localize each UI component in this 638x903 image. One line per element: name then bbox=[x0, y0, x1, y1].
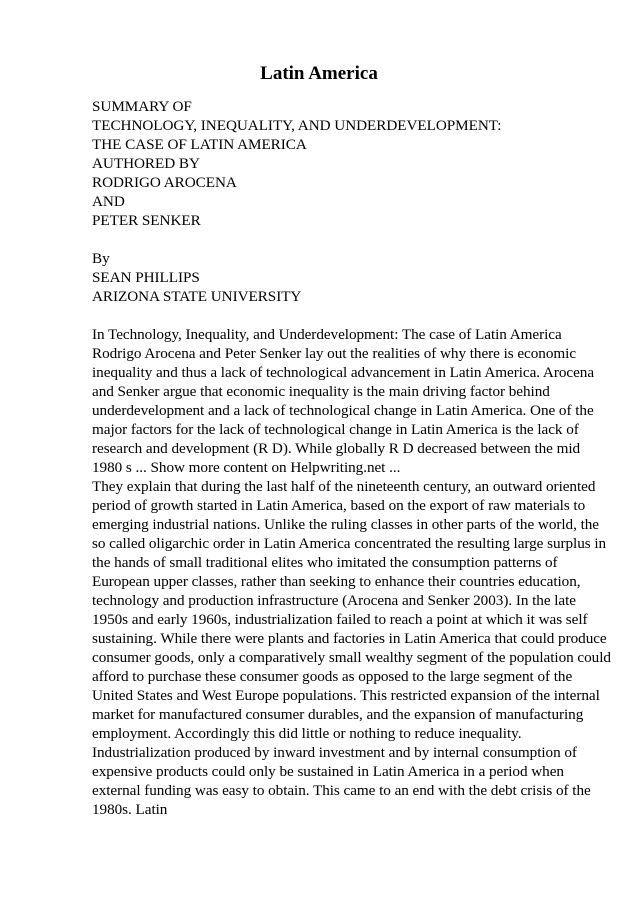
body-line: Industrialization produced by inward investment and by internal consumption of bbox=[92, 744, 577, 761]
summary-line: PETER SENKER bbox=[92, 212, 201, 229]
summary-line: AND bbox=[92, 193, 125, 210]
summary-line: RODRIGO AROCENA bbox=[92, 174, 237, 191]
spacer bbox=[92, 230, 604, 249]
body-line: Rodrigo Arocena and Peter Senker lay out the realities of why there is economic bbox=[92, 345, 577, 362]
body-line: expensive products could only be sustained in Latin America in a period when bbox=[92, 763, 564, 780]
body-line: underdevelopment and a lack of technological change in Latin America. One of the bbox=[92, 402, 594, 419]
summary-line: AUTHORED BY bbox=[92, 155, 200, 172]
page-title: Latin America bbox=[260, 63, 378, 84]
body-line: external funding was easy to obtain. This came to an end with the debt crisis of the bbox=[92, 782, 591, 799]
byline-line: SEAN PHILLIPS bbox=[92, 269, 200, 286]
body-line: afford to purchase these consumer goods as opposed to the large segment of the bbox=[92, 668, 573, 685]
body-line: research and development (R D). While globally R D decreased between the mid bbox=[92, 440, 581, 457]
body-line: employment. Accordingly this did little or nothing to reduce inequality. bbox=[92, 725, 522, 742]
body-line: 1950s and early 1960s, industrialization failed to reach a point at which it was self bbox=[92, 611, 588, 628]
body-line: sustaining. While there were plants and factories in Latin America that could produce bbox=[92, 630, 607, 647]
body-line: major factors for the lack of technological change in Latin America is the lack of bbox=[92, 421, 579, 438]
body-line: European upper classes, rather than seeking to enhance their countries education, bbox=[92, 573, 581, 590]
summary-line: THE CASE OF LATIN AMERICA bbox=[92, 136, 307, 153]
spacer bbox=[92, 306, 604, 325]
body-line: 1980s. Latin bbox=[92, 801, 168, 818]
body-line: 1980 s ... Show more content on Helpwriting.net ... bbox=[92, 459, 401, 476]
body-line: so called oligarchic order in Latin America concentrated the resulting large surplus in bbox=[92, 535, 607, 552]
body-line: consumer goods, only a comparatively small wealthy segment of the population could bbox=[92, 649, 611, 666]
body-line: United States and West Europe populations. This restricted expansion of the internal bbox=[92, 687, 600, 704]
summary-block bbox=[92, 97, 604, 230]
body-line: market for manufactured consumer durables, and the expansion of manufacturing bbox=[92, 706, 584, 723]
summary-line: SUMMARY OF bbox=[92, 98, 192, 115]
summary-line: TECHNOLOGY, INEQUALITY, AND UNDERDEVELOPMENT: bbox=[92, 117, 502, 134]
body-line: In Technology, Inequality, and Underdevelopment: The case of Latin America bbox=[92, 326, 562, 343]
byline-line: ARIZONA STATE UNIVERSITY bbox=[92, 288, 302, 305]
byline-line: By bbox=[92, 250, 110, 267]
body-line: They explain that during the last half of the nineteenth century, an outward oriented bbox=[92, 478, 596, 495]
body-line: period of growth started in Latin America, based on the export of raw materials to bbox=[92, 497, 586, 514]
body-line: and Senker argue that economic inequality is the main driving factor behind bbox=[92, 383, 550, 400]
byline-block bbox=[92, 249, 604, 306]
body-line: the hands of small traditional elites who imitated the consumption patterns of bbox=[92, 554, 558, 571]
body-line: inequality and thus a lack of technological advancement in Latin America. Arocena bbox=[92, 364, 595, 381]
body-line: technology and production infrastructure (Arocena and Senker 2003). In the late bbox=[92, 592, 576, 609]
body-line: emerging industrial nations. Unlike the ruling classes in other parts of the world, the bbox=[92, 516, 599, 533]
document-content bbox=[92, 97, 611, 819]
body-text bbox=[92, 325, 611, 819]
